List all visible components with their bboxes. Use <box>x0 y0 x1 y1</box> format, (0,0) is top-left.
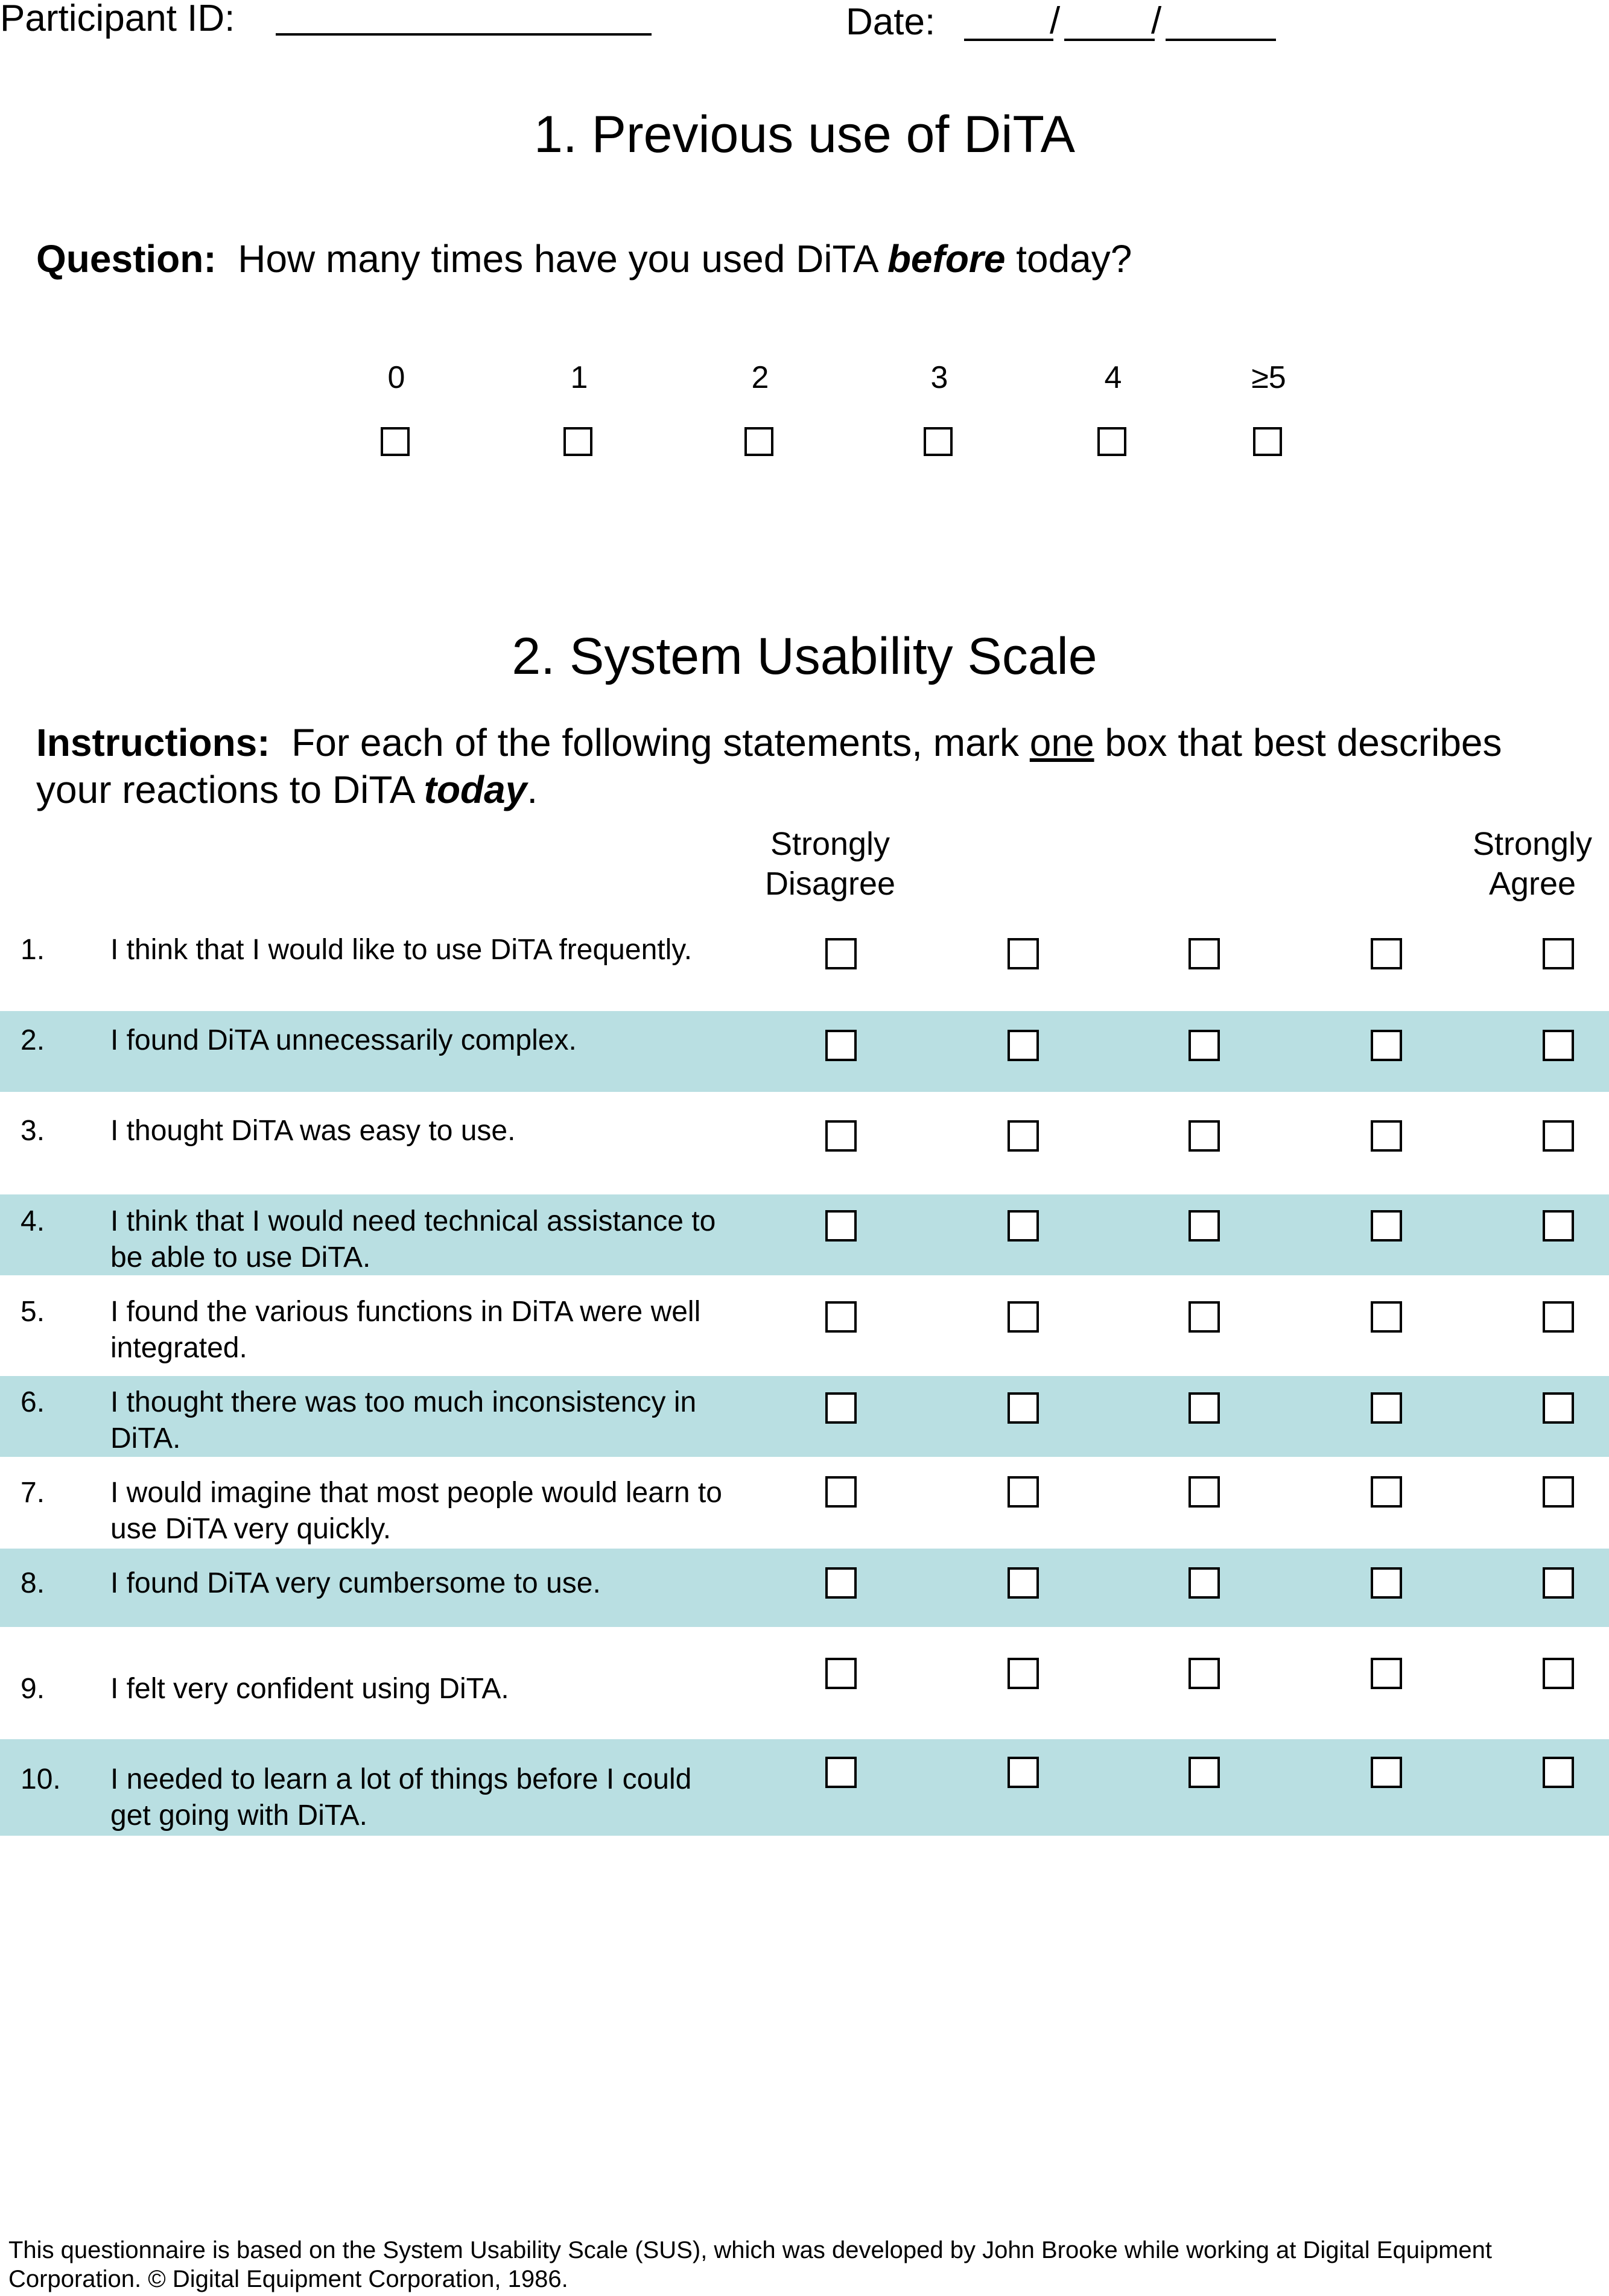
date-month-field[interactable] <box>964 39 1053 41</box>
sus-response-checkbox-2[interactable] <box>1008 938 1039 969</box>
sus-response-checkbox-3[interactable] <box>1189 1658 1220 1689</box>
sus-response-checkbox-4[interactable] <box>1371 1392 1402 1424</box>
sus-response-checkbox-5[interactable] <box>1543 1476 1574 1508</box>
sus-response-checkbox-2[interactable] <box>1008 1030 1039 1061</box>
sus-response-checkbox-3[interactable] <box>1189 1120 1220 1152</box>
sus-response-checkbox-4[interactable] <box>1371 1301 1402 1333</box>
sus-response-checkbox-4[interactable] <box>1371 1658 1402 1689</box>
sus-response-checkbox-4[interactable] <box>1371 1030 1402 1061</box>
sus-item-statement: I thought there was too much inconsistency in DiTA. <box>110 1386 697 1454</box>
footer-note: This questionnaire is based on the System Usability Scale (SUS), which was developed by John Brooke while working at Digital Equipment Corporation. © Digital Equipment Corporation, 1986. <box>8 2237 1493 2292</box>
sus-item-statement: I felt very confident using DiTA. <box>110 1673 509 1705</box>
sus-response-checkbox-1[interactable] <box>825 1030 857 1061</box>
sus-item-statement: I needed to learn a lot of things before I could get going with DiTA. <box>110 1763 692 1831</box>
section-1-title: 1. Previous use of DiTA <box>534 106 1075 163</box>
sus-item-statement: I think that I would need technical assistance to be able to use DiTA. <box>110 1205 716 1273</box>
sus-item-number: 1. <box>21 934 45 966</box>
sus-response-checkbox-3[interactable] <box>1189 1567 1220 1599</box>
scale-label-strongly-agree: Strongly Agree <box>1472 826 1593 902</box>
usage-option-checkbox[interactable] <box>1253 427 1282 456</box>
sus-response-checkbox-3[interactable] <box>1189 1210 1220 1242</box>
sus-response-checkbox-4[interactable] <box>1371 1210 1402 1242</box>
date-day-field[interactable] <box>1064 39 1155 41</box>
sus-response-checkbox-2[interactable] <box>1008 1567 1039 1599</box>
sus-response-checkbox-3[interactable] <box>1189 938 1220 969</box>
sus-response-checkbox-2[interactable] <box>1008 1392 1039 1424</box>
usage-option-checkbox[interactable] <box>1097 427 1126 456</box>
sus-item-statement: I found DiTA unnecessarily complex. <box>110 1024 577 1056</box>
sus-response-checkbox-5[interactable] <box>1543 1120 1574 1152</box>
sus-response-checkbox-3[interactable] <box>1189 1030 1220 1061</box>
sus-response-checkbox-4[interactable] <box>1371 1120 1402 1152</box>
date-separator: / <box>1050 0 1061 42</box>
usage-option-label: 2 <box>751 360 769 395</box>
sus-item-statement: I found DiTA very cumbersome to use. <box>110 1567 601 1599</box>
question-emphasis: before <box>887 237 1006 281</box>
date-year-field[interactable] <box>1166 39 1276 41</box>
instructions-text-cont: box that best describes <box>1094 721 1502 764</box>
usage-option-checkbox[interactable] <box>744 427 773 456</box>
sus-item-statement: I found the various functions in DiTA were well integrated. <box>110 1296 701 1364</box>
section-2-title: 2. System Usability Scale <box>512 627 1097 685</box>
instructions-line2-end: . <box>527 768 538 811</box>
date-label: Date: <box>846 1 936 43</box>
sus-response-checkbox-2[interactable] <box>1008 1210 1039 1242</box>
sus-response-checkbox-1[interactable] <box>825 1210 857 1242</box>
sus-response-checkbox-3[interactable] <box>1189 1301 1220 1333</box>
sus-response-checkbox-3[interactable] <box>1189 1476 1220 1508</box>
instructions-text: For each of the following statements, mark <box>291 721 1030 764</box>
question-label: Question: <box>36 237 217 281</box>
sus-item-statement: I think that I would like to use DiTA frequently. <box>110 934 693 966</box>
sus-response-checkbox-4[interactable] <box>1371 1476 1402 1508</box>
sus-item-number: 3. <box>21 1115 45 1147</box>
question-text: How many times have you used DiTA <box>238 237 887 281</box>
sus-item-number: 8. <box>21 1567 45 1599</box>
instructions <box>36 719 1502 813</box>
sus-item-statement: I thought DiTA was easy to use. <box>110 1115 516 1147</box>
sus-response-checkbox-5[interactable] <box>1543 1757 1574 1788</box>
sus-item-number: 2. <box>21 1024 45 1056</box>
usage-option-checkbox[interactable] <box>924 427 953 456</box>
sus-response-checkbox-1[interactable] <box>825 938 857 969</box>
usage-option-label: 0 <box>387 360 405 395</box>
sus-response-checkbox-5[interactable] <box>1543 1210 1574 1242</box>
sus-item-number: 9. <box>21 1673 45 1705</box>
sus-response-checkbox-3[interactable] <box>1189 1392 1220 1424</box>
sus-item-number: 5. <box>21 1296 45 1328</box>
sus-response-checkbox-4[interactable] <box>1371 1567 1402 1599</box>
sus-response-checkbox-1[interactable] <box>825 1120 857 1152</box>
question-prompt <box>36 235 1132 282</box>
sus-item-number: 6. <box>21 1386 45 1418</box>
usage-option-label: 3 <box>930 360 948 395</box>
sus-response-checkbox-2[interactable] <box>1008 1658 1039 1689</box>
scale-label-strongly-disagree: Strongly Disagree <box>764 826 896 902</box>
usage-option-checkbox[interactable] <box>563 427 592 456</box>
sus-response-checkbox-5[interactable] <box>1543 938 1574 969</box>
sus-response-checkbox-1[interactable] <box>825 1757 857 1788</box>
sus-response-checkbox-1[interactable] <box>825 1476 857 1508</box>
sus-response-checkbox-1[interactable] <box>825 1301 857 1333</box>
instructions-label: Instructions: <box>36 721 270 764</box>
sus-response-checkbox-5[interactable] <box>1543 1392 1574 1424</box>
sus-response-checkbox-1[interactable] <box>825 1567 857 1599</box>
sus-item-statement: I would imagine that most people would learn to use DiTA very quickly. <box>110 1477 722 1545</box>
date-separator: / <box>1151 0 1162 42</box>
sus-response-checkbox-1[interactable] <box>825 1392 857 1424</box>
question-text-end: today? <box>1005 237 1132 281</box>
sus-item-number: 7. <box>21 1477 45 1509</box>
sus-response-checkbox-2[interactable] <box>1008 1120 1039 1152</box>
usage-option-checkbox[interactable] <box>381 427 410 456</box>
participant-id-label: Participant ID: <box>0 0 235 39</box>
sus-response-checkbox-5[interactable] <box>1543 1030 1574 1061</box>
sus-response-checkbox-5[interactable] <box>1543 1567 1574 1599</box>
participant-id-field[interactable] <box>276 33 652 36</box>
sus-item-number: 10. <box>21 1763 61 1795</box>
sus-response-checkbox-5[interactable] <box>1543 1301 1574 1333</box>
sus-response-checkbox-3[interactable] <box>1189 1757 1220 1788</box>
sus-response-checkbox-2[interactable] <box>1008 1476 1039 1508</box>
sus-response-checkbox-1[interactable] <box>825 1658 857 1689</box>
usage-option-label: 1 <box>570 360 588 395</box>
usage-option-label: 4 <box>1104 360 1122 395</box>
instructions-emphasis: today <box>424 768 527 811</box>
instructions-line2: your reactions to DiTA <box>36 768 424 811</box>
sus-response-checkbox-2[interactable] <box>1008 1301 1039 1333</box>
sus-item-number: 4. <box>21 1205 45 1237</box>
sus-response-checkbox-5[interactable] <box>1543 1658 1574 1689</box>
sus-response-checkbox-4[interactable] <box>1371 938 1402 969</box>
instructions-underlined: one <box>1029 721 1094 764</box>
usage-option-label: ≥5 <box>1251 360 1286 395</box>
sus-response-checkbox-4[interactable] <box>1371 1757 1402 1788</box>
sus-response-checkbox-2[interactable] <box>1008 1757 1039 1788</box>
